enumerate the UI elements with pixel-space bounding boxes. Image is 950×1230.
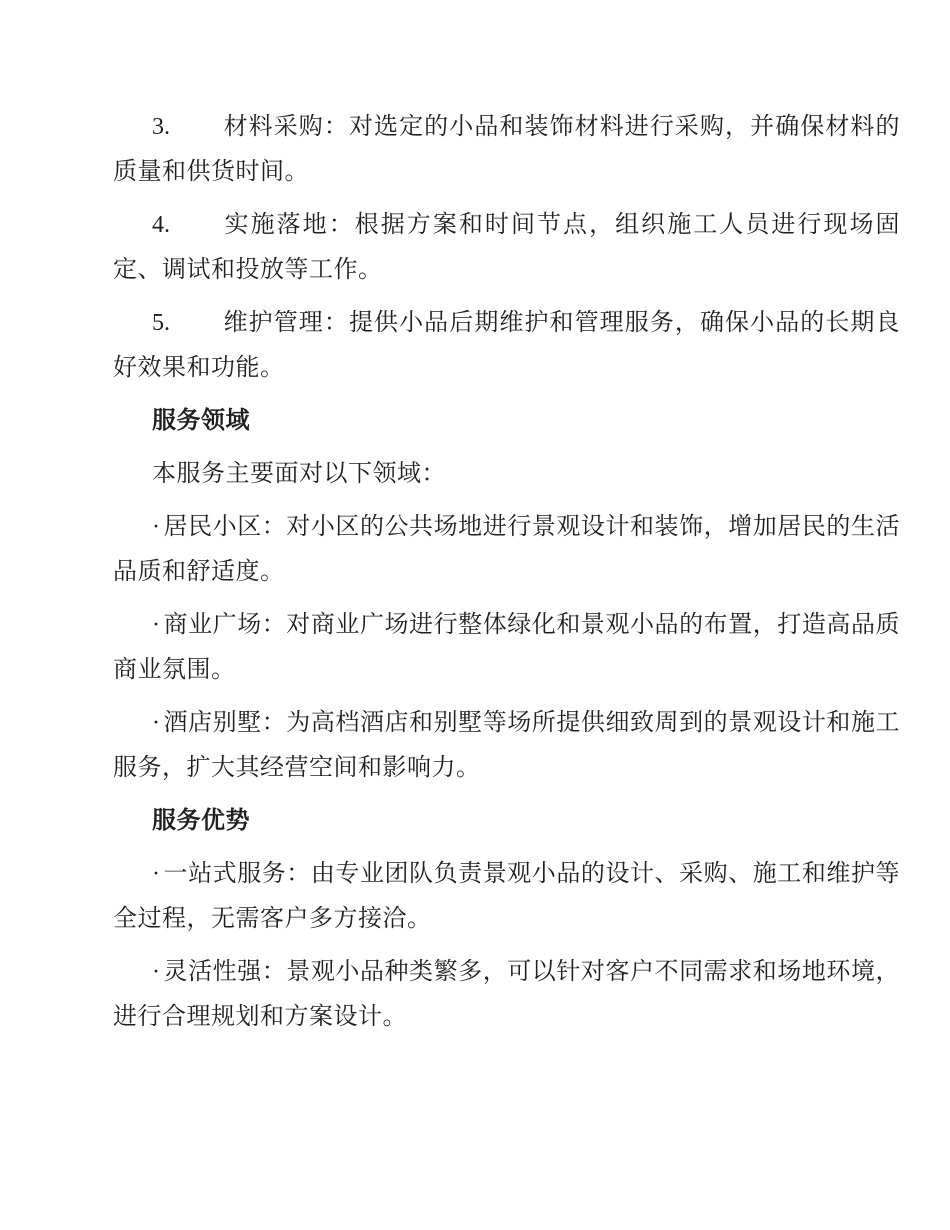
bullet-item-residential: [113, 505, 900, 595]
bullet-marker: ·: [152, 612, 161, 638]
numbered-item-4: [113, 203, 900, 293]
section-heading-service-areas: 服务领域: [152, 408, 250, 434]
item-number: 4.: [152, 212, 170, 238]
bullet-text: 酒店别墅：为高档酒店和别墅等场所提供细致周到的景观设计和施工服务，扩大其经营空间和影响力。: [113, 710, 900, 781]
item-number: 5.: [152, 310, 170, 336]
bullet-marker: ·: [152, 861, 161, 887]
bullet-text: 商业广场：对商业广场进行整体绿化和景观小品的布置，打造高品质商业氛围。: [113, 612, 900, 683]
item-number: 3.: [152, 114, 170, 140]
section-heading-service-advantages: 服务优势: [152, 808, 250, 834]
bullet-text: 居民小区：对小区的公共场地进行景观设计和装饰，增加居民的生活品质和舒适度。: [113, 514, 900, 585]
item-text: 维护管理：提供小品后期维护和管理服务，确保小品的长期良好效果和功能。: [113, 310, 900, 381]
item-text: 实施落地：根据方案和时间节点，组织施工人员进行现场固定、调试和投放等工作。: [113, 212, 900, 283]
numbered-item-5: [113, 301, 900, 391]
bullet-item-one-stop: [113, 852, 900, 942]
bullet-item-flexibility: [113, 950, 900, 1040]
bullet-marker: ·: [152, 514, 161, 540]
bullet-marker: ·: [152, 959, 161, 985]
bullet-text: 一站式服务：由专业团队负责景观小品的设计、采购、施工和维护等全过程，无需客户多方接洽。: [113, 861, 900, 932]
bullet-item-hotel: [113, 701, 900, 791]
intro-paragraph: 本服务主要面对以下领域：: [152, 461, 446, 487]
item-text: 材料采购：对选定的小品和装饰材料进行采购，并确保材料的质量和供货时间。: [113, 114, 900, 185]
bullet-marker: ·: [152, 710, 161, 736]
numbered-item-3: [113, 105, 900, 195]
bullet-item-commercial: [113, 603, 900, 693]
bullet-text: 灵活性强：景观小品种类繁多，可以针对客户不同需求和场地环境，进行合理规划和方案设计。: [113, 959, 900, 1030]
